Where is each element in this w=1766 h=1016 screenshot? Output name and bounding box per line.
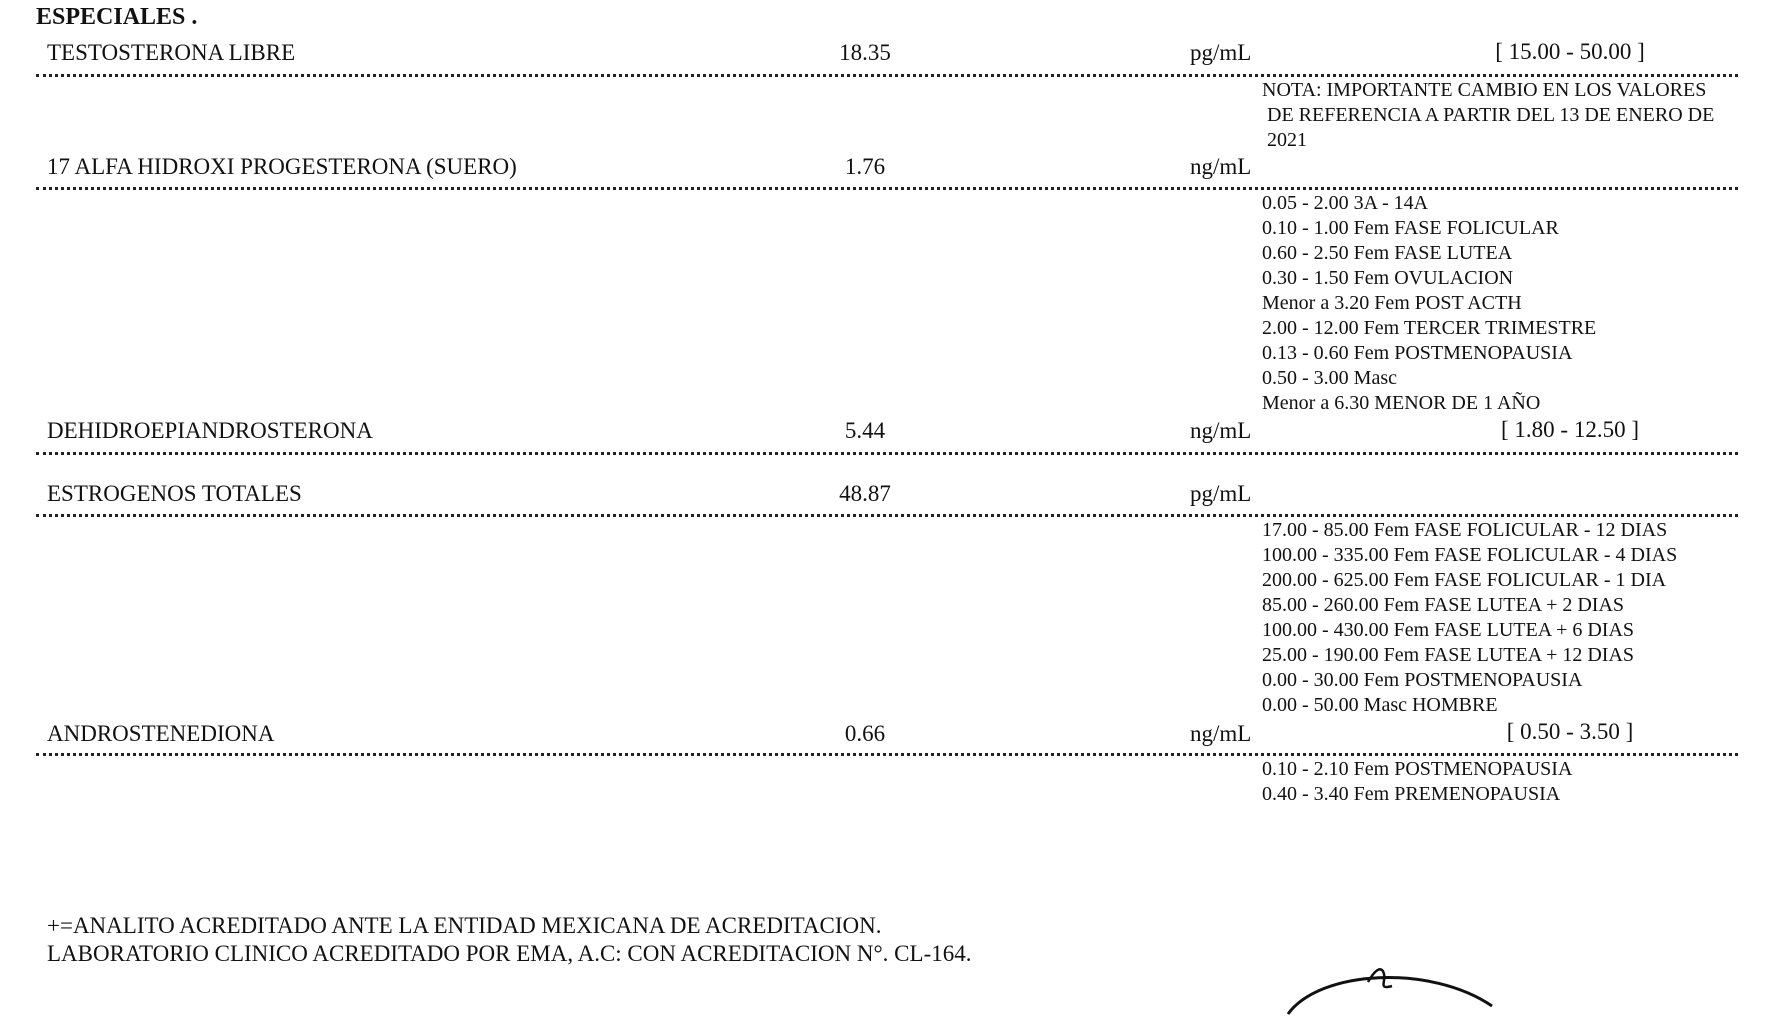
test-unit: pg/mL (1190, 481, 1252, 506)
test-unit: ng/mL (1190, 154, 1252, 179)
test-range: [ 1.80 - 12.50 ] (1501, 417, 1639, 442)
reference-line: 0.50 - 3.00 Masc (1262, 367, 1397, 389)
reference-list-estrogenos (1262, 518, 1677, 718)
reference-list-progesterona (1262, 191, 1596, 416)
test-range: [ 0.50 - 3.50 ] (1506, 719, 1634, 744)
reference-line: 100.00 - 335.00 Fem FASE FOLICULAR - 4 DIAS (1262, 544, 1678, 566)
reference-line: 0.10 - 1.00 Fem FASE FOLICULAR (1262, 217, 1559, 239)
reference-line: 0.30 - 1.50 Fem OVULACION (1262, 267, 1514, 289)
reference-line: 85.00 - 260.00 Fem FASE LUTEA + 2 DIAS (1262, 594, 1625, 616)
reference-line: 0.00 - 50.00 Masc HOMBRE (1262, 694, 1498, 716)
reference-line: 0.00 - 30.00 Fem POSTMENOPAUSIA (1262, 669, 1583, 691)
test-value: 48.87 (839, 481, 891, 506)
reference-line: 2.00 - 12.00 Fem TERCER TRIMESTRE (1262, 317, 1597, 339)
test-name: ANDROSTENEDIONA (47, 721, 275, 746)
note-line: 2021 (1267, 129, 1307, 151)
reference-line: 0.10 - 2.10 Fem POSTMENOPAUSIA (1262, 758, 1573, 780)
reference-line: Menor a 3.20 Fem POST ACTH (1262, 292, 1522, 314)
reference-line: 17.00 - 85.00 Fem FASE FOLICULAR - 12 DIAS (1262, 519, 1668, 541)
test-name: DEHIDROEPIANDROSTERONA (47, 418, 373, 443)
reference-line: Menor a 6.30 MENOR DE 1 AÑO (1262, 392, 1541, 414)
note-line: DE REFERENCIA A PARTIR DEL 13 DE ENERO DE (1267, 104, 1715, 126)
test-value: 0.66 (844, 721, 886, 746)
test-unit: pg/mL (1190, 40, 1252, 65)
accreditation-note: +=ANALITO ACREDITADO ANTE LA ENTIDAD MEXICANA DE ACREDITACION. (47, 913, 882, 938)
signature-stamp-icon (1280, 956, 1500, 1016)
test-range: [ 15.00 - 50.00 ] (1495, 39, 1645, 64)
reference-line: 0.60 - 2.50 Fem FASE LUTEA (1262, 242, 1513, 264)
test-name: ESTROGENOS TOTALES (47, 481, 302, 506)
test-value: 1.76 (844, 154, 886, 179)
row-divider (36, 187, 1738, 190)
row-divider (36, 74, 1738, 77)
section-title: ESPECIALES . (36, 4, 198, 30)
test-value: 18.35 (839, 40, 891, 65)
test-name: TESTOSTERONA LIBRE (47, 40, 296, 65)
reference-list-androstenediona (1262, 757, 1572, 807)
note-line: NOTA: IMPORTANTE CAMBIO EN LOS VALORES (1262, 79, 1707, 101)
reference-line: 0.40 - 3.40 Fem PREMENOPAUSIA (1262, 783, 1561, 805)
reference-line: 100.00 - 430.00 Fem FASE LUTEA + 6 DIAS (1262, 619, 1635, 641)
test-unit: ng/mL (1190, 418, 1252, 443)
test-name: 17 ALFA HIDROXI PROGESTERONA (SUERO) (47, 154, 517, 179)
reference-line: 0.13 - 0.60 Fem POSTMENOPAUSIA (1262, 342, 1573, 364)
test-unit: ng/mL (1190, 721, 1252, 746)
accreditation-number: LABORATORIO CLINICO ACREDITADO POR EMA, A.C: CON ACREDITACION N°. CL-164. (47, 941, 972, 966)
test-value: 5.44 (844, 418, 886, 443)
reference-line: 0.05 - 2.00 3A - 14A (1262, 192, 1429, 214)
reference-line: 200.00 - 625.00 Fem FASE FOLICULAR - 1 DIA (1262, 569, 1667, 591)
reference-note (1262, 78, 1742, 153)
row-divider (36, 753, 1738, 756)
row-divider (36, 514, 1738, 517)
reference-line: 25.00 - 190.00 Fem FASE LUTEA + 12 DIAS (1262, 644, 1635, 666)
row-divider (36, 452, 1738, 455)
